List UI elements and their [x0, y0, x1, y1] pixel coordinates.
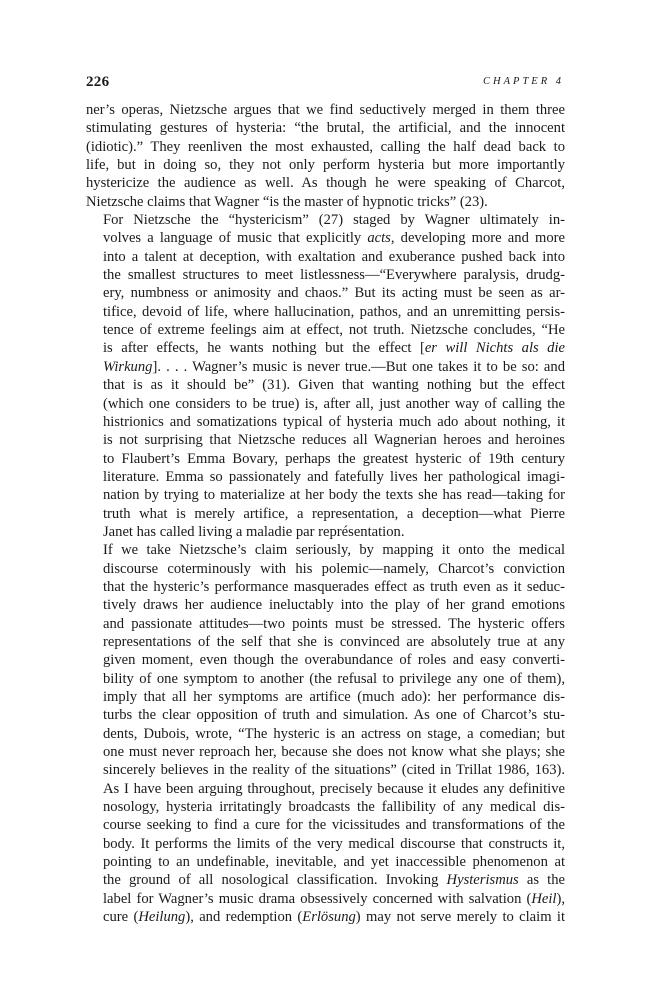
text-line: the ground of all nosological classification. Invoking Hysterismus as the	[103, 872, 565, 889]
text-line: As I have been arguing throughout, precisely because it eludes any definitive	[103, 780, 565, 797]
paragraph	[86, 101, 565, 211]
text-line: that the hysteric’s performance masquerades effect as truth even as it seduc-	[103, 578, 565, 595]
text-line: one must never reproach her, because she does not know what she plays; she	[103, 744, 565, 761]
text-line: hystericize the audience as well. As though he were speaking of Charcot,	[86, 175, 565, 192]
text-line: (which one considers to be true) is, after all, just another way of calling the	[103, 395, 565, 412]
text-line: volves a language of music that explicitly acts, developing more and more	[103, 230, 566, 247]
paragraph	[86, 211, 565, 541]
text-line: body. It performs the limits of the very medical discourse that constructs it,	[103, 835, 565, 852]
body-text	[86, 101, 565, 926]
text-line: (idiotic).” They reenliven the most exhausted, calling the half dead back to	[86, 138, 565, 155]
text-line: nosology, hysteria irritatingly broadcasts the fallibility of any medical dis-	[103, 799, 565, 816]
text-line: label for Wagner’s music drama obsessively concerned with salvation (Heil),	[103, 890, 565, 907]
text-line: nation by trying to materialize at her body the texts she has read—taking for	[103, 487, 565, 504]
text-line: truth what is merely artifice, a representation, a deception—what Pierre	[103, 505, 565, 522]
text-line: literature. Emma so passionately and fatefully lives her pathological imagi-	[103, 468, 565, 485]
text-line: is not surprising that Nietzsche reduces all Wagnerian heroes and heroines	[103, 432, 565, 449]
text-line: For Nietzsche the “hystericism” (27) staged by Wagner ultimately in-	[103, 212, 565, 229]
text-line: dents, Dubois, wrote, “The hysteric is an actress on stage, a comedian; but	[103, 725, 565, 742]
text-line: turbs the clear opposition of truth and simulation. As one of Charcot’s stu-	[103, 707, 565, 724]
text-line: pointing to an undefinable, inevitable, and yet inaccessible phenomenon at	[103, 854, 565, 871]
text-line: tifice, devoid of life, where hallucination, pathos, and an unremitting persis-	[103, 303, 565, 320]
text-line: ery, numbness or animosity and chaos.” But its acting must be seen as ar-	[103, 285, 565, 302]
text-line: tence of extreme feelings aim at effect, not truth. Nietzsche concludes, “He	[103, 322, 565, 339]
text-line: and passionate attitudes—two points must be stressed. The hysteric offers	[103, 615, 565, 632]
paragraph	[86, 541, 565, 926]
text-line: bility of one symptom to another (the refusal to privilege any one of them),	[103, 670, 565, 687]
text-line: ner’s operas, Nietzsche argues that we find seductively merged in them three	[86, 102, 565, 118]
text-line: that is as it should be” (31). Given that wanting nothing but the effect	[103, 377, 565, 394]
text-line: If we take Nietzsche’s claim seriously, by mapping it onto the medical	[103, 542, 565, 559]
text-line: Janet has called living a maladie par représentation.	[103, 523, 405, 540]
chapter-label: CHAPTER 4	[483, 76, 564, 87]
text-line: is after effects, he wants nothing but the effect [er will Nichts als die	[103, 340, 565, 357]
text-line: Nietzsche claims that Wagner “is the master of hypnotic tricks” (23).	[86, 193, 488, 210]
text-line: discourse coterminously with his polemic—namely, Charcot’s conviction	[103, 560, 565, 577]
text-line: imply that all her symptoms are artifice (much ado): her performance dis-	[103, 689, 565, 705]
text-line: stimulating gestures of hysteria: “the brutal, the artificial, and the innocent	[86, 120, 565, 137]
text-line: course seeking to find a cure for the vicissitudes and transformations of the	[103, 817, 565, 834]
text-line: Wirkung]. . . . Wagner’s music is never true.—But one takes it to be so: and	[103, 358, 565, 375]
page-number: 226	[86, 74, 110, 90]
text-line: sincerely believes in the reality of the situations” (cited in Trillat 1986, 163).	[103, 762, 565, 779]
text-line: given moment, even though the overabundance of roles and easy converti-	[103, 652, 565, 669]
text-line: representations of the self that she is convinced are absolutely true at any	[103, 633, 565, 650]
running-head	[86, 74, 564, 94]
text-line: cure (Heilung), and redemption (Erlösung) may not serve merely to claim it	[103, 909, 565, 926]
text-line: the smallest structures to meet listlessness—“Everywhere paralysis, drudg-	[103, 267, 565, 284]
text-line: life, but in doing so, they not only perform hysteria but more importantly	[86, 157, 565, 174]
text-line: into a talent at deception, with exaltation and exuberance pushed back into	[103, 248, 565, 265]
text-line: tively draws her audience ineluctably into the play of her grand emotions	[103, 597, 565, 614]
text-line: to Flaubert’s Emma Bovary, perhaps the greatest hysteric of 19th century	[103, 450, 565, 467]
text-line: histrionics and somatizations typical of hysteria much ado about nothing, it	[103, 413, 565, 430]
